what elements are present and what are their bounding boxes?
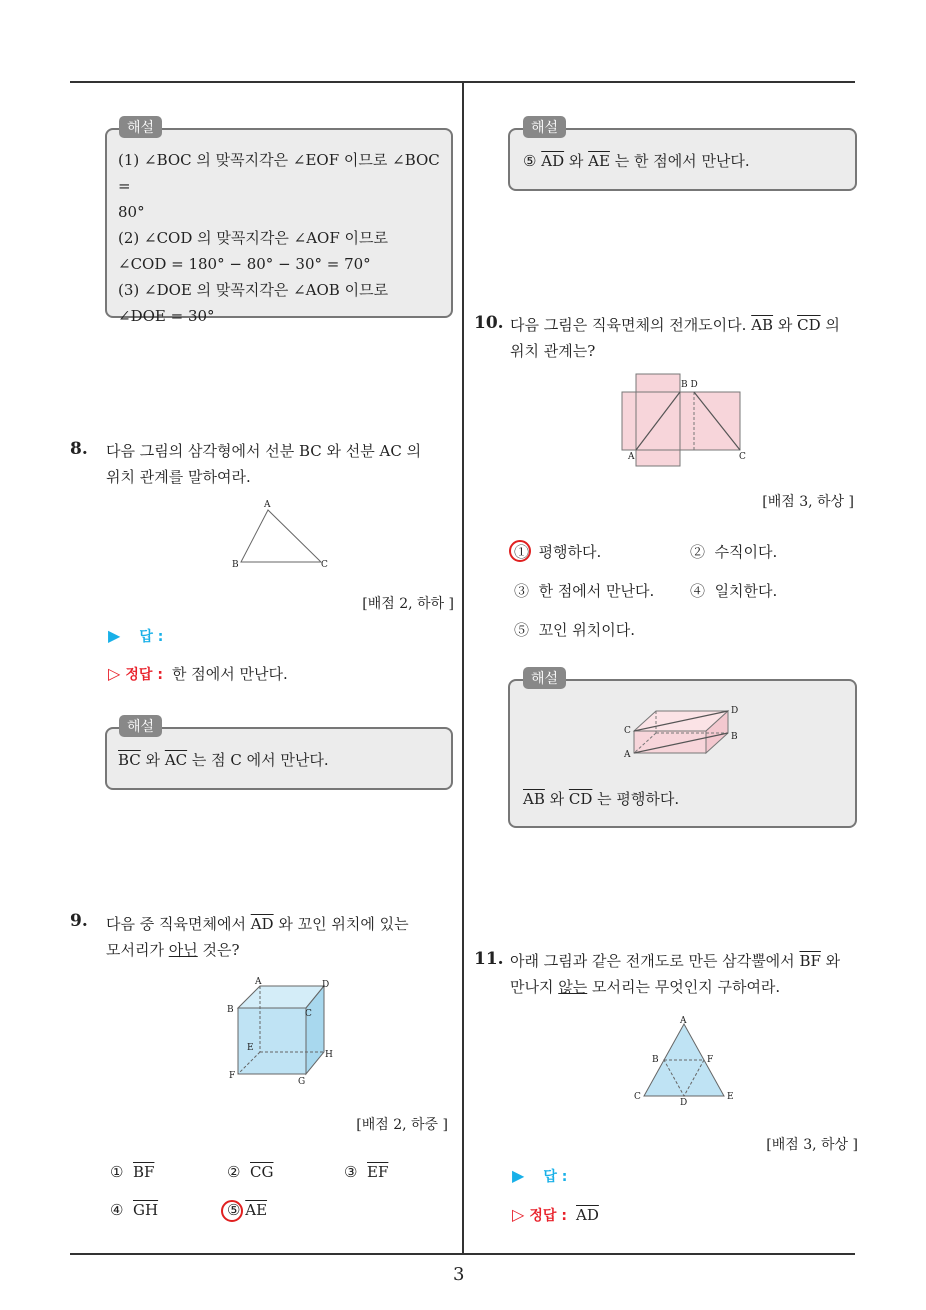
segment: $\overline{BF}$	[799, 952, 821, 970]
label-a: A	[624, 750, 631, 760]
answer-row	[512, 1166, 567, 1186]
answer-marker: ▶	[512, 1166, 525, 1185]
option-3[interactable]	[344, 1163, 388, 1181]
expl-line: 80°	[118, 203, 145, 221]
text-part: 것은?	[197, 941, 240, 959]
segment: $\overline{AB}$	[751, 316, 774, 334]
label-d: D	[680, 1098, 688, 1106]
question-line: 위치 관계를 말하여라.	[106, 468, 251, 486]
option-number: ①	[514, 543, 530, 561]
score-label: [배점 2, 하중 ]	[356, 1117, 448, 1133]
segment: $\overline{AD}$	[541, 152, 565, 170]
text-part: 다음 그림은 직육면체의 전개도이다.	[510, 316, 752, 334]
text-part: 만나지	[510, 978, 559, 996]
cuboid-figure	[622, 701, 752, 761]
question-line	[106, 911, 456, 937]
explanation-text	[118, 747, 329, 773]
cuboid-figure	[224, 972, 344, 1090]
explanation-box-q10	[508, 679, 857, 828]
label-f: F	[229, 1071, 236, 1081]
text-part: 는 평행하다.	[592, 790, 680, 808]
correct-marker: ▷	[512, 1205, 525, 1224]
option-5[interactable]	[514, 619, 635, 640]
option-number: ⑤	[514, 621, 530, 639]
option-number: ②	[227, 1163, 241, 1181]
question-line: 다음 그림의 삼각형에서 선분 BC 와 선분 AC 의	[106, 442, 422, 460]
option-2[interactable]	[690, 541, 777, 562]
text-part: 와 꼬인 위치에 있는	[273, 915, 409, 933]
correct-segment: $\overline{AD}$	[576, 1206, 599, 1224]
label-a: A	[680, 1016, 687, 1026]
label-a: A	[264, 500, 271, 510]
label-g: G	[298, 1077, 306, 1087]
column-divider	[462, 82, 464, 1254]
score-label: [배점 3, 하상 ]	[762, 494, 854, 510]
option-number: ②	[690, 543, 706, 561]
explanation-text	[523, 786, 679, 812]
question-line	[510, 974, 860, 1000]
question-number: 9.	[70, 911, 88, 931]
expl-line: ∠DOE = 30°	[118, 307, 215, 325]
text-part: 모서리는 무엇인지 구하여라.	[587, 978, 781, 996]
option-number: ④	[690, 582, 706, 600]
option-number: ⑤	[227, 1201, 241, 1219]
label-e: E	[727, 1092, 734, 1102]
label-c: C	[739, 452, 746, 462]
text-part: 와	[564, 152, 589, 170]
label-d: D	[731, 706, 739, 716]
label-f: F	[707, 1055, 714, 1065]
option-number: ④	[110, 1201, 124, 1219]
explanation-tag: 해설	[523, 667, 566, 689]
option-2[interactable]	[227, 1163, 273, 1181]
option-4[interactable]	[690, 580, 777, 601]
option-text: 일치한다.	[714, 582, 778, 600]
page-number: 3	[453, 1264, 465, 1285]
option-3[interactable]	[514, 580, 654, 601]
text-part: 와	[140, 751, 165, 769]
correct-answer-row	[512, 1202, 599, 1228]
label-c: C	[321, 560, 328, 570]
label-c: C	[305, 1009, 312, 1019]
answer-label: 답 :	[543, 1169, 568, 1185]
text-part: 와	[820, 952, 841, 970]
label-b: B	[652, 1055, 659, 1065]
text-part: 는 한 점에서 만난다.	[609, 152, 750, 170]
answer-marker: ▶	[108, 626, 121, 645]
option-segment: $\overline{EF}$	[367, 1163, 389, 1181]
text-part: 는 점 C 에서 만난다.	[187, 751, 329, 769]
label-e: E	[247, 1043, 254, 1053]
option-segment: $\overline{GH}$	[133, 1201, 159, 1219]
option-number: ⑤	[523, 152, 537, 170]
label-b: B	[232, 560, 239, 570]
text-part: 와	[773, 316, 798, 334]
text-part: 아래 그림과 같은 전개도로 만든 삼각뿔에서	[510, 952, 800, 970]
label-b: B	[227, 1005, 234, 1015]
option-text: 한 점에서 만난다.	[538, 582, 655, 600]
label-a: A	[628, 452, 635, 462]
triangular-net-figure	[630, 1014, 740, 1106]
option-segment: $\overline{CG}$	[250, 1163, 274, 1181]
option-1[interactable]	[110, 1163, 154, 1181]
explanation-text	[523, 148, 750, 174]
answer-label: 답 :	[139, 629, 164, 645]
selected-answer-mark	[221, 1200, 243, 1222]
option-segment: $\overline{BF}$	[133, 1163, 155, 1181]
score-label: [배점 2, 하하 ]	[362, 596, 454, 612]
underlined-word: 아닌	[168, 941, 198, 959]
segment: $\overline{AE}$	[588, 152, 610, 170]
triangle-figure	[228, 498, 338, 570]
option-4[interactable]	[110, 1201, 158, 1219]
question-10-text	[510, 312, 860, 364]
correct-text: 한 점에서 만난다.	[172, 665, 288, 683]
option-number: ③	[344, 1163, 358, 1181]
text-part: 모서리가	[106, 941, 169, 959]
expl-line: ∠COD = 180° − 80° − 30° = 70°	[118, 255, 371, 273]
explanation-tag: 해설	[523, 116, 566, 138]
text-part: 다음 중 직육면체에서	[106, 915, 251, 933]
underlined-word: 않는	[558, 978, 588, 996]
segment: $\overline{AD}$	[250, 915, 274, 933]
segment: $\overline{CD}$	[797, 316, 821, 334]
expl-line: (3) ∠DOE 의 맞꼭지각은 ∠AOB 이므로	[118, 281, 389, 299]
label-d: D	[322, 980, 330, 990]
label-c: C	[634, 1092, 641, 1102]
segment: $\overline{AC}$	[164, 751, 188, 769]
correct-label: 정답 :	[125, 667, 163, 683]
option-text: 평행하다.	[538, 543, 602, 561]
segment: $\overline{BC}$	[118, 751, 141, 769]
option-text: 꼬인 위치이다.	[538, 621, 636, 639]
segment: $\overline{AB}$	[523, 790, 545, 808]
expl-line: (1) ∠BOC 의 맞꼭지각은 ∠EOF 이므로 ∠BOC =	[118, 151, 440, 195]
score-label: [배점 3, 하상 ]	[766, 1137, 858, 1153]
correct-marker: ▷	[108, 664, 121, 683]
explanation-box-q7	[105, 128, 453, 325]
question-line: 위치 관계는?	[510, 342, 596, 360]
label-h: H	[325, 1050, 333, 1060]
correct-answer-row	[108, 661, 288, 687]
correct-label: 정답 :	[529, 1208, 567, 1224]
question-8-text	[106, 438, 456, 490]
option-number: ①	[110, 1163, 124, 1181]
question-line	[106, 937, 456, 963]
segment: $\overline{CD}$	[568, 790, 593, 808]
label-b: B	[731, 732, 738, 742]
label-c: C	[624, 726, 631, 736]
question-number: 10.	[474, 313, 504, 333]
explanation-tag: 해설	[119, 715, 162, 737]
cuboid-net-figure	[618, 372, 758, 468]
answer-row	[108, 626, 163, 646]
selected-answer-mark	[509, 540, 531, 562]
option-segment: $\overline{AE}$	[245, 1201, 268, 1219]
question-9-text	[106, 911, 456, 963]
label-a: A	[255, 977, 262, 987]
expl-line: (2) ∠COD 의 맞꼭지각은 ∠AOF 이므로	[118, 229, 388, 247]
option-text: 수직이다.	[714, 543, 778, 561]
question-line	[510, 312, 860, 338]
option-number: ③	[514, 582, 530, 600]
text-part: 와	[544, 790, 569, 808]
label-bd: B D	[681, 380, 698, 390]
bottom-rule	[70, 1253, 855, 1255]
question-number: 11.	[474, 949, 504, 969]
question-11-text	[510, 948, 860, 1000]
text-part: 의	[820, 316, 840, 334]
question-number: 8.	[70, 439, 88, 459]
explanation-tag: 해설	[119, 116, 162, 138]
question-line	[510, 948, 860, 974]
